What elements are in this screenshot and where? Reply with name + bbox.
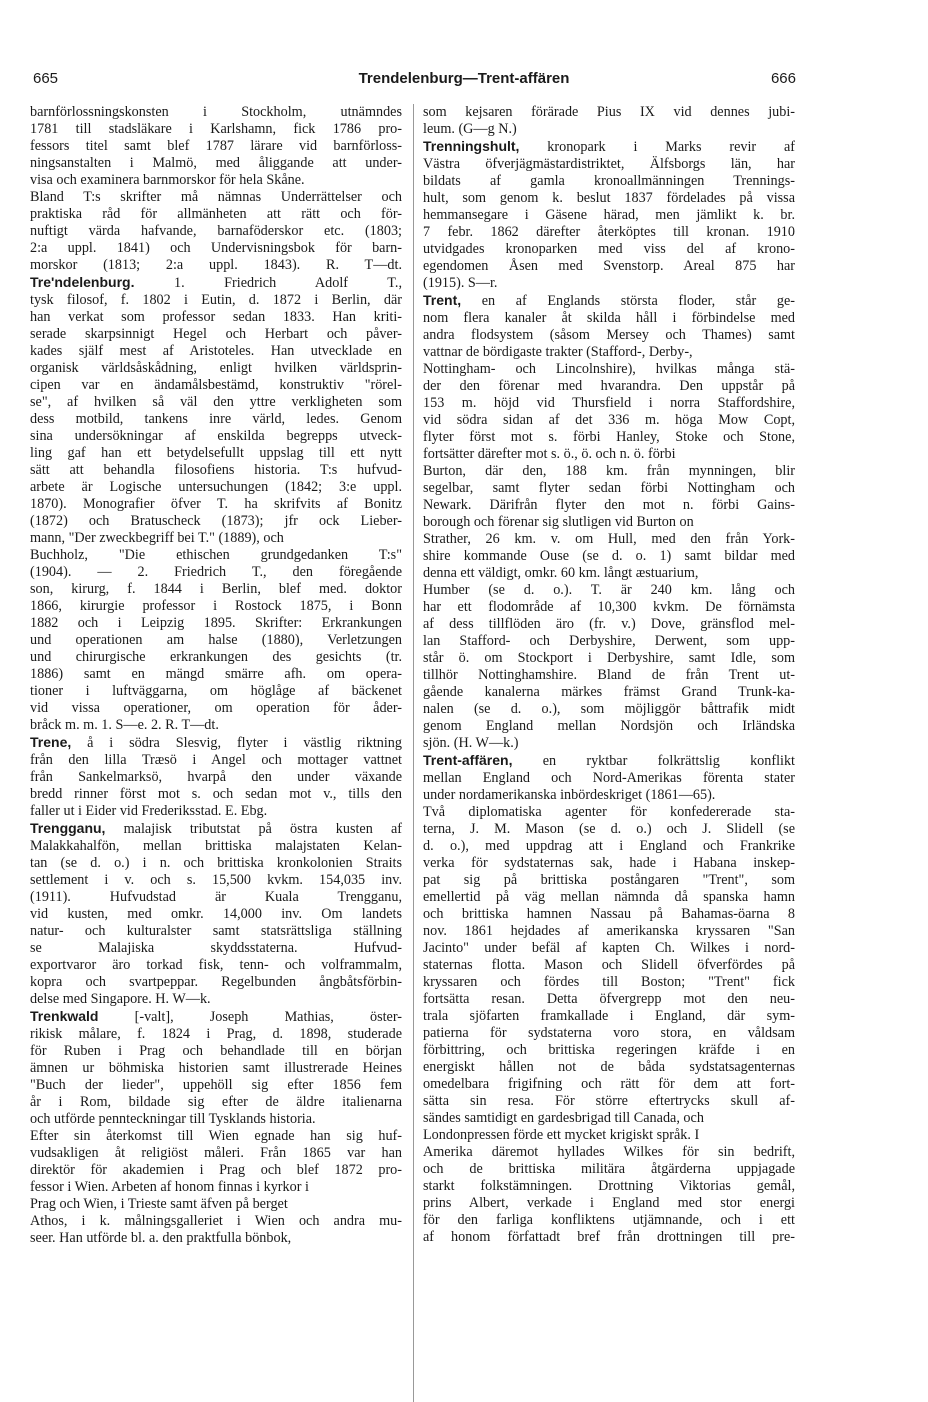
- text-line: organisk världsåskådning, enligt hvilken världsprin-: [30, 360, 402, 376]
- text-line: sina undersökningar af enskilda begrepps utveck-: [30, 428, 402, 444]
- text-line: 7 febr. 1862 därefter återköptes till kronan. 1910: [423, 224, 795, 240]
- text-line: bredd rinner först mot s. och sedan mot v., tills den: [30, 786, 402, 802]
- text-line: fessors titel samt blef 1787 lärare vid barnförloss-: [30, 138, 402, 154]
- text-line: från Sankelmarksö, hvarpå den under växande: [30, 769, 402, 785]
- text-line: son, kirurg, f. 1844 i Berlin, blef med. doktor: [30, 581, 402, 597]
- text-line: tysk filosof, f. 1802 i Eutin, d. 1872 i Berlin, där: [30, 292, 402, 308]
- text-line: 153 m. höjd vid Thursfield i norra Staffordshire,: [423, 395, 795, 411]
- text-line: trala sjöfarten framkallade i England, där sym-: [423, 1008, 795, 1024]
- text-line: rikisk målare, f. 1824 i Prag, d. 1898, studerade: [30, 1026, 402, 1042]
- column-divider: [413, 104, 414, 1402]
- text-line: år i Rom, bildade sig efter de äldre italienarna: [30, 1094, 402, 1110]
- text-line: 2:a uppl. 1841) och Undervisningsbok för barn-: [30, 240, 402, 256]
- entry-headword: Trengganu,: [30, 820, 106, 836]
- text-line: nuftigt värda hafvande, barnaföderskor etc. (1803;: [30, 223, 402, 239]
- text-line: staternas flotta. Mason och Slidell öfverfördes på: [423, 957, 795, 973]
- text-line: kryssaren och fördes till Boston; "Trent" fick: [423, 974, 795, 990]
- text-line: (1915). S—r.: [423, 275, 498, 291]
- text-line: serade skarpsinnigt Hegel och Herbart och påver-: [30, 326, 402, 342]
- text-line: borough och förenar sig slutligen vid Burton on: [423, 514, 694, 530]
- text-line: leum. (G—g N.): [423, 121, 517, 137]
- text-line: Trene, å i södra Slesvig, flyter i västlig riktning: [30, 734, 402, 751]
- text-line: vid vissa operationer, om operation för åder-: [30, 700, 402, 716]
- text-line: d. o.), med uppdrag att i England och Frankrike: [423, 838, 795, 854]
- text-line: barnförlossningskonsten i Stockholm, utnämndes: [30, 104, 402, 120]
- text-line: vattnar de bördigaste trakter (Stafford-, Derby-,: [423, 344, 693, 360]
- text-line: kopra och svartpeppar. Regelbunden ångbåtsförbin-: [30, 974, 402, 990]
- text-line: Londonpressen förde ett mycket krigiskt språk. I: [423, 1127, 700, 1143]
- text-line: ämnen ur böhmiska historien samt illustrerade Heines: [30, 1060, 402, 1076]
- text-line: pat sig på brittiska postångaren "Trent", som: [423, 872, 795, 888]
- text-line: andra flodsystem (såsom Mersey och Thames) samt: [423, 327, 795, 343]
- text-line: dess motbild, tankens inre värld, ledes. Genom: [30, 411, 402, 427]
- text-line: vid kusten, med omkr. 14,000 inv. Om landets: [30, 906, 402, 922]
- text-line: och utförde pennteckningar till Tysklands historia.: [30, 1111, 316, 1127]
- text-line: 1781 till stadsläkare i Karlshamn, fick 1786 pro-: [30, 121, 402, 137]
- text-line: Två diplomatiska agenter för konfedererade sta-: [423, 804, 795, 820]
- text-line: hemmansegare i Gäsene härad, men jämlikt k. br.: [423, 207, 795, 223]
- text-line: energiskt hållen not de båda sydstatsagenternas: [423, 1059, 795, 1075]
- text-line: lan Stafford- och Derbyshire, Derwent, som upp-: [423, 633, 795, 649]
- text-line: kades själf mest af Aristoteles. Han utvecklade en: [30, 343, 402, 359]
- text-line: se", af hvilken så väl den yttre verkligheten som: [30, 394, 402, 410]
- text-line: (1911). Hufvudstad är Kuala Trengganu,: [30, 889, 402, 905]
- text-line: Tre'ndelenburg. 1. Friedrich Adolf T.,: [30, 274, 402, 291]
- text-line: nom flera kanaler åt skilda håll i förbindelse med: [423, 310, 795, 326]
- text-line: direktör för akademien i Prag och blef 1872 pro-: [30, 1162, 402, 1178]
- text-line: vudsakligen åt religiöst måleri. Från 1865 var han: [30, 1145, 402, 1161]
- text-line: mann, "Der zweckbegriff bei T." (1889), och: [30, 530, 284, 546]
- text-line: ling gaf han ett betydelsefullt uppslag till ett nytt: [30, 445, 402, 461]
- text-line: fortsätta resan. Detta öfvergrepp mot den neu-: [423, 991, 795, 1007]
- entry-headword: Trent,: [423, 292, 462, 308]
- text-line: Västra öfverjägmästardistriktet, Älfsborgs län, har: [423, 156, 795, 172]
- text-line: han verkat som professor sedan 1833. Han kriti-: [30, 309, 402, 325]
- text-line: under nordamerikanska inbördeskriget (1861—65).: [423, 787, 716, 803]
- text-line: nov. 1861 hejdades af amerikanska kryssaren "San: [423, 923, 795, 939]
- text-line: för den farliga konfliktens utjämnande, och i ett: [423, 1212, 795, 1228]
- text-line: natur- och kulturalster samt statsrättsliga ställning: [30, 923, 402, 939]
- entry-headword: Trenningshult,: [423, 138, 520, 154]
- left-column: [30, 104, 402, 1247]
- text-line: Jacinto" under befäl af kapten Ch. Wilkes i nord-: [423, 940, 795, 956]
- text-line: 1882 och i Leipzig 1895. Skrifter: Erkrankungen: [30, 615, 402, 631]
- text-line: som kejsaren förärade Pius IX vid dennes jubi-: [423, 104, 795, 120]
- text-line: af dess tillflöden äro (fr. v.) Dove, gränsflod mel-: [423, 616, 795, 632]
- running-title: Trendelenburg—Trent-affären: [358, 70, 570, 87]
- text-line: Humber (se d. o.). T. är 240 km. lång och: [423, 582, 795, 598]
- text-line: tioner i luftväggarna, om höglåge af bäckenet: [30, 683, 402, 699]
- text-line: och de brittiska militära åtgärderna uppjagade: [423, 1161, 795, 1177]
- text-line: Strather, 26 km. v. om Hull, med den från York-: [423, 531, 795, 547]
- text-line: förbittring, och brittiska regeringen kräfde i en: [423, 1042, 795, 1058]
- text-line: Trent-affären, en ryktbar folkrättslig konflikt: [423, 752, 795, 769]
- entry-headword: Trene,: [30, 734, 72, 750]
- text-line: exportvaror äro torkad fisk, tenn- och volframmalm,: [30, 957, 402, 973]
- text-line: utvidgades kronoparken med viss del af krono-: [423, 241, 795, 257]
- text-line: egendomen Åsen med Svenstorp. Areal 875 har: [423, 258, 795, 274]
- text-line: Athos, i k. målningsgalleriet i Wien och andra mu-: [30, 1213, 402, 1229]
- text-line: mellan England och Nord-Amerikas förenta stater: [423, 770, 795, 786]
- text-line: Burton, där den, 188 km. från mynningen, blir: [423, 463, 795, 479]
- text-line: Trengganu, malajisk tributstat på östra kusten af: [30, 820, 402, 837]
- text-line: Trenkwald [-valt], Joseph Mathias, öster-: [30, 1008, 402, 1025]
- text-line: shire kommande Ouse (se d. o. 1) samt bildar med: [423, 548, 795, 564]
- text-line: bråck m. m. 1. S—e. 2. R. T—dt.: [30, 717, 219, 733]
- text-line: Trent, en af Englands största floder, står ge-: [423, 292, 795, 309]
- text-line: arbete är Logische untersuchungen (1842; 3:e uppl.: [30, 479, 402, 495]
- text-line: tan (se d. o.) i n. och brittiska kronkolonien Straits: [30, 855, 402, 871]
- text-line: Trenningshult, kronopark i Marks revir af: [423, 138, 795, 155]
- text-line: omedelbara frigifning och rätt för dem att fort-: [423, 1076, 795, 1092]
- text-line: Nottingham- och Lincolnshire), hvilkas många stä-: [423, 361, 795, 377]
- text-line: från den lilla Træsö i Angel och mottager vattnet: [30, 752, 402, 768]
- text-line: und chirurgische erkrankungen des gesichts (tr.: [30, 649, 402, 665]
- text-line: gående kanalerna märkes främst Grand Trunk-ka-: [423, 684, 795, 700]
- text-line: settlement i v. och s. 15,500 kvkm. 154,035 inv.: [30, 872, 402, 888]
- text-line: Amerika däremot hyllades Wilkes för sin bedrift,: [423, 1144, 795, 1160]
- text-line: faller ut i Eider vid Frederiksstad. E. Ebg.: [30, 803, 268, 819]
- page-number-left: 665: [33, 70, 59, 87]
- text-line: (1872) och Bratuscheck (1873); jfr ock Lieber-: [30, 513, 402, 529]
- text-line: Prag och Wien, i Trieste samt äfven på berget: [30, 1196, 288, 1212]
- text-line: sjön. (H. W—k.): [423, 735, 519, 751]
- text-line: se Malajiska skyddsstaterna. Hufvud-: [30, 940, 402, 956]
- text-line: Bland T:s skrifter må nämnas Underrättelser och: [30, 189, 402, 205]
- text-line: sätt att behandla filosofiens historia. T:s hufvud-: [30, 462, 402, 478]
- text-line: nalen (se d. o.), som möjliggör båttrafik midt: [423, 701, 795, 717]
- text-line: segelbar, samt flyter sedan förbi Nottingham och: [423, 480, 795, 496]
- text-line: står ö. om Stockport i Derbyshire, samt Idle, som: [423, 650, 795, 666]
- text-line: sändes samtidigt en gardesbrigad till Canada, och: [423, 1110, 704, 1126]
- entry-headword: Trent-affären,: [423, 752, 513, 768]
- text-line: seer. Han utförde bl. a. den praktfulla bönbok,: [30, 1230, 292, 1246]
- text-line: vid södra sidan af det 336 m. höga Mow Copt,: [423, 412, 795, 428]
- text-line: delse med Singapore. H. W—k.: [30, 991, 211, 1007]
- entry-headword: Trenkwald: [30, 1008, 99, 1024]
- text-line: prins Albert, verkade i England med stor energi: [423, 1195, 795, 1211]
- text-line: praktiska råd för allmänheten att rätt och för-: [30, 206, 402, 222]
- text-line: cipen var en ändamålsbestämd, konstruktiv "rörel-: [30, 377, 402, 393]
- text-line: 1886) samt en mängd smärre afh. om opera-: [30, 666, 402, 682]
- text-line: tillhör Nottinghamshire. Bland de från Trent ut-: [423, 667, 795, 683]
- text-line: bildats af gamla kronoallmänningen Trennings-: [423, 173, 795, 189]
- text-line: terna, J. M. Mason (se d. o.) och J. Slidell (se: [423, 821, 795, 837]
- text-line: emellertid på väg mellan nämnda då spanska hamn: [423, 889, 795, 905]
- text-line: starkt folkstämningen. Drottning Viktorias gemål,: [423, 1178, 795, 1194]
- text-line: genom England mellan Nordsjön och Irländska: [423, 718, 795, 734]
- text-line: fortsätter därefter mot s. ö., ö. och n. ö. förbi: [423, 446, 676, 462]
- text-line: (1904). — 2. Friedrich T., den föregående: [30, 564, 402, 580]
- text-line: flyter först mot s. förbi Hanley, Stoke och Stone,: [423, 429, 795, 445]
- text-line: und operationen am halse (1880), Verletzungen: [30, 632, 402, 648]
- text-line: hult, som genom k. beslut 1837 fördelades på vissa: [423, 190, 795, 206]
- text-line: för Ruben i Prag och behandlade till en början: [30, 1043, 402, 1059]
- text-line: visa och examinera barnmorskor för hela Skåne.: [30, 172, 305, 188]
- text-line: ningsanstalten i Malmö, med åliggande att under-: [30, 155, 402, 171]
- page-number-right: 666: [770, 70, 796, 87]
- text-line: der den förenar med hvarandra. Den uppstår på: [423, 378, 795, 394]
- text-line: Buchholz, "Die ethischen grundgedanken T:s": [30, 547, 402, 563]
- text-line: patierna för sydstaterna voro stora, en våldsam: [423, 1025, 795, 1041]
- text-line: "Buch der lieder", uppehöll sig efter 1856 fem: [30, 1077, 402, 1093]
- text-line: sätta sin resa. För större eftertrycks skull af-: [423, 1093, 795, 1109]
- text-line: morskor (1813; 2:a uppl. 1843). R. T—dt.: [30, 257, 402, 273]
- text-line: har ett flodområde af 10,300 kvkm. De förnämsta: [423, 599, 795, 615]
- text-line: 1866, kirurgie professor i Rostock 1875, i Bonn: [30, 598, 402, 614]
- text-line: denna ett väldigt, omkr. 60 km. långt æstuarium,: [423, 565, 699, 581]
- text-line: verka för sydstaternas sak, hade i Habana inskep-: [423, 855, 795, 871]
- text-line: och brittiska hamnen Nassau på Bahamas-öarna 8: [423, 906, 795, 922]
- text-line: Efter sin återkomst till Wien egnade han sig huf-: [30, 1128, 402, 1144]
- text-line: 1870). Monografier öfver T. ha skrifvits af Bonitz: [30, 496, 402, 512]
- entry-headword: Tre'ndelenburg.: [30, 274, 135, 290]
- right-column: [423, 104, 795, 1246]
- text-line: Malakkahalfön, mellan brittiska malajstaten Kelan-: [30, 838, 402, 854]
- text-line: Newark. Därifrån flyter den mot n. förbi Gains-: [423, 497, 795, 513]
- text-line: fessor i Wien. Arbeten af honom finnas i kyrkor i: [30, 1179, 309, 1195]
- page-header: [0, 0, 928, 100]
- text-line: af honom författadt bref från drottningen till pre-: [423, 1229, 795, 1245]
